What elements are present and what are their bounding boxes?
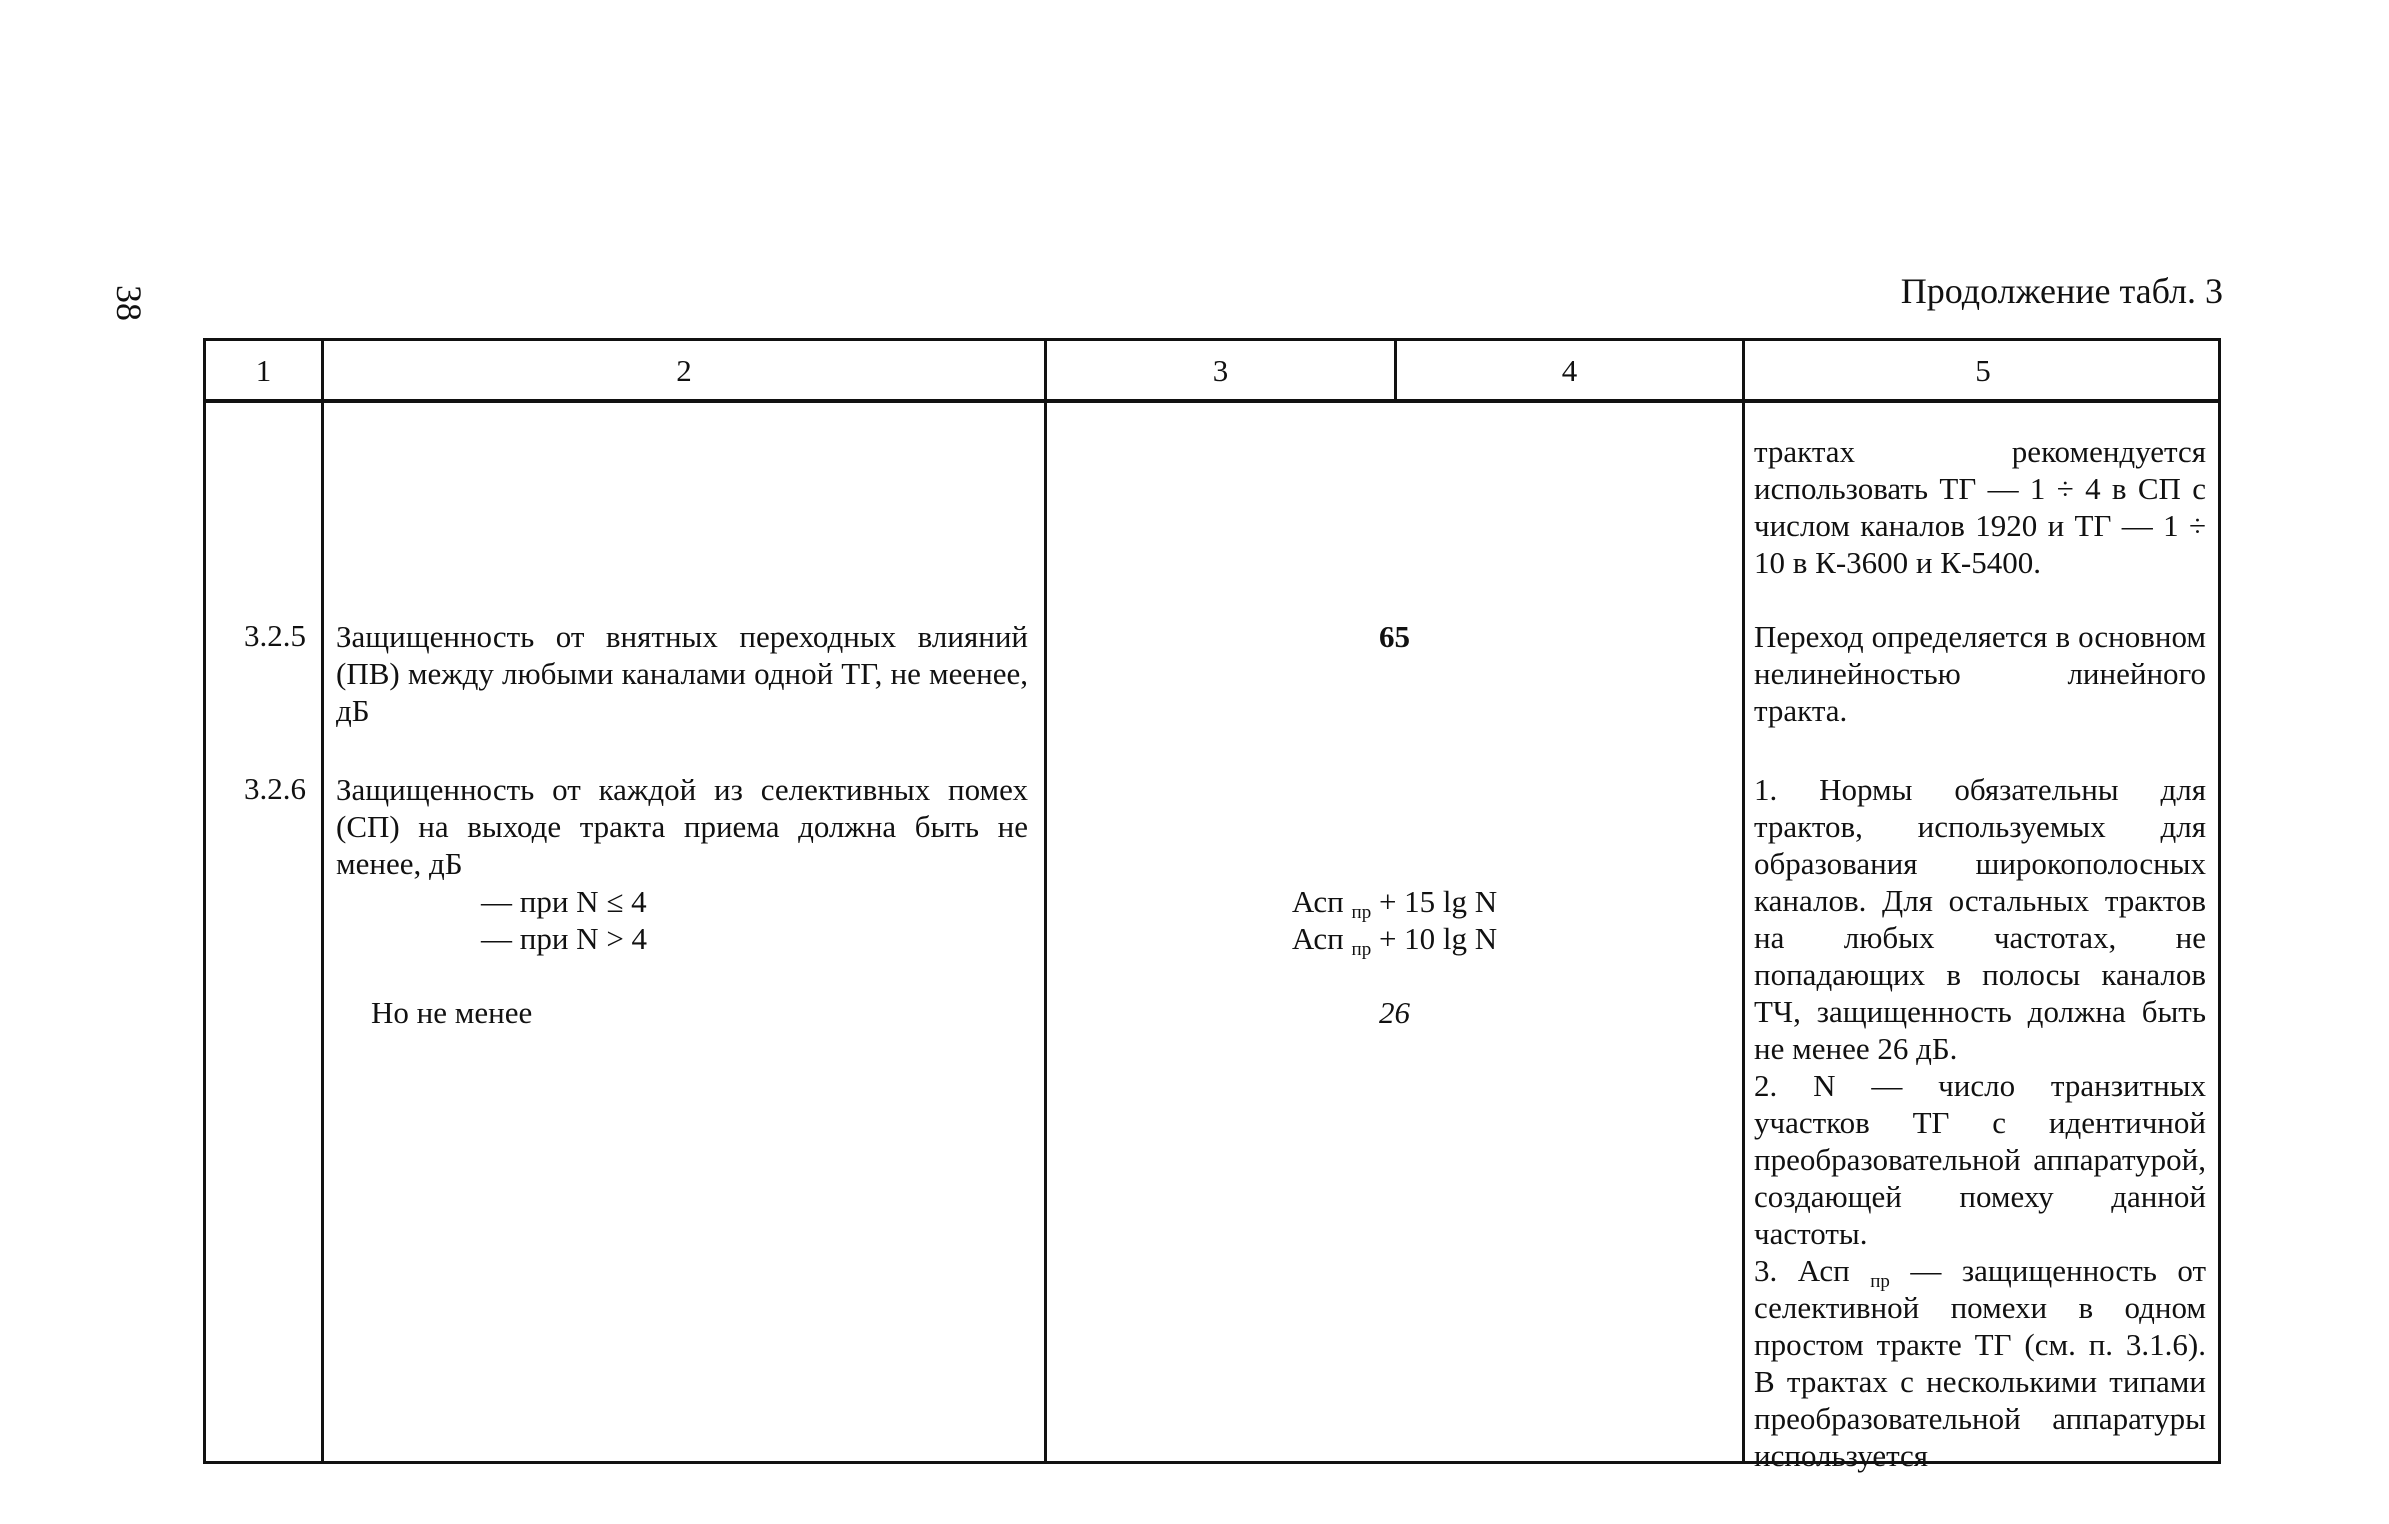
header-col-4: 4 [1561, 353, 1578, 388]
table-caption: Продолжение табл. 3 [1900, 271, 2223, 311]
condition-n-gt-4: — при N > 4 [481, 921, 648, 956]
row-number: 3.2.5 [244, 618, 306, 653]
row-note: Переход определяется в основном нелинейностью линейного тракта. [1754, 619, 2206, 728]
formula-prefix: Асп [1291, 884, 1344, 919]
col-divider [321, 341, 324, 1461]
continuation-note: трактах рекомендуется использовать ТГ — 1 ÷ 4 в СП с числом каналов 1920 и ТГ — 1 ÷ 10 в К-3600 и К-5400. [1754, 434, 2206, 580]
formula-suffix: + 15 lg N [1378, 884, 1498, 919]
note-3-prefix: 3. Асп [1754, 1253, 1850, 1288]
minimum-value: 26 [1379, 995, 1410, 1030]
row-description: Защищенность от каждой из селективных помех (СП) на выходе тракта приема должна быть не менее, дБ [336, 772, 1028, 881]
row-note-block [1754, 771, 2206, 1474]
value-formula-1 [1047, 883, 1742, 923]
row-value: 65 [1379, 619, 1410, 654]
note-1: 1. Нормы обязательны для трактов, используемых для образования широкополосных каналов. Для остальных трактов на любых частотах, не попадающих в полосы каналов ТЧ, защищенность должна быть не менее 26 дБ. [1754, 772, 2206, 1066]
row-number: 3.2.6 [244, 771, 306, 806]
norms-table [203, 338, 2221, 1473]
formula-sub: пр [1351, 939, 1372, 960]
note-3-sub: пр [1870, 1271, 1890, 1292]
formula-prefix: Асп [1291, 921, 1344, 956]
note-3 [1754, 1252, 2206, 1474]
condition-n-le-4: — при N ≤ 4 [481, 884, 647, 919]
header-col-5: 5 [1975, 353, 1991, 388]
note-3-suffix: — защищенность от селективной помехи в одном простом тракте ТГ (см. п. 3.1.6). В трактах с несколькими типами преобразовательной аппаратуры используется [1754, 1253, 2207, 1473]
minimum-label: Но не менее [371, 995, 533, 1030]
page-number: 38 [109, 285, 149, 321]
header-col-1: 1 [255, 353, 272, 388]
header-col-3: 3 [1212, 353, 1229, 388]
formula-sub: пр [1351, 902, 1372, 923]
value-formula-2 [1047, 920, 1742, 960]
row-description: Защищенность от внятных переходных влияний (ПВ) между любыми каналами одной ТГ, не меенее, дБ [336, 619, 1028, 728]
col-divider [1742, 341, 1745, 1461]
header-col-2: 2 [676, 353, 692, 388]
note-2: 2. N — число транзитных участков ТГ с идентичной преобразовательной аппаратурой, создающей помеху данной частоты. [1754, 1068, 2206, 1251]
formula-suffix: + 10 lg N [1378, 921, 1498, 956]
